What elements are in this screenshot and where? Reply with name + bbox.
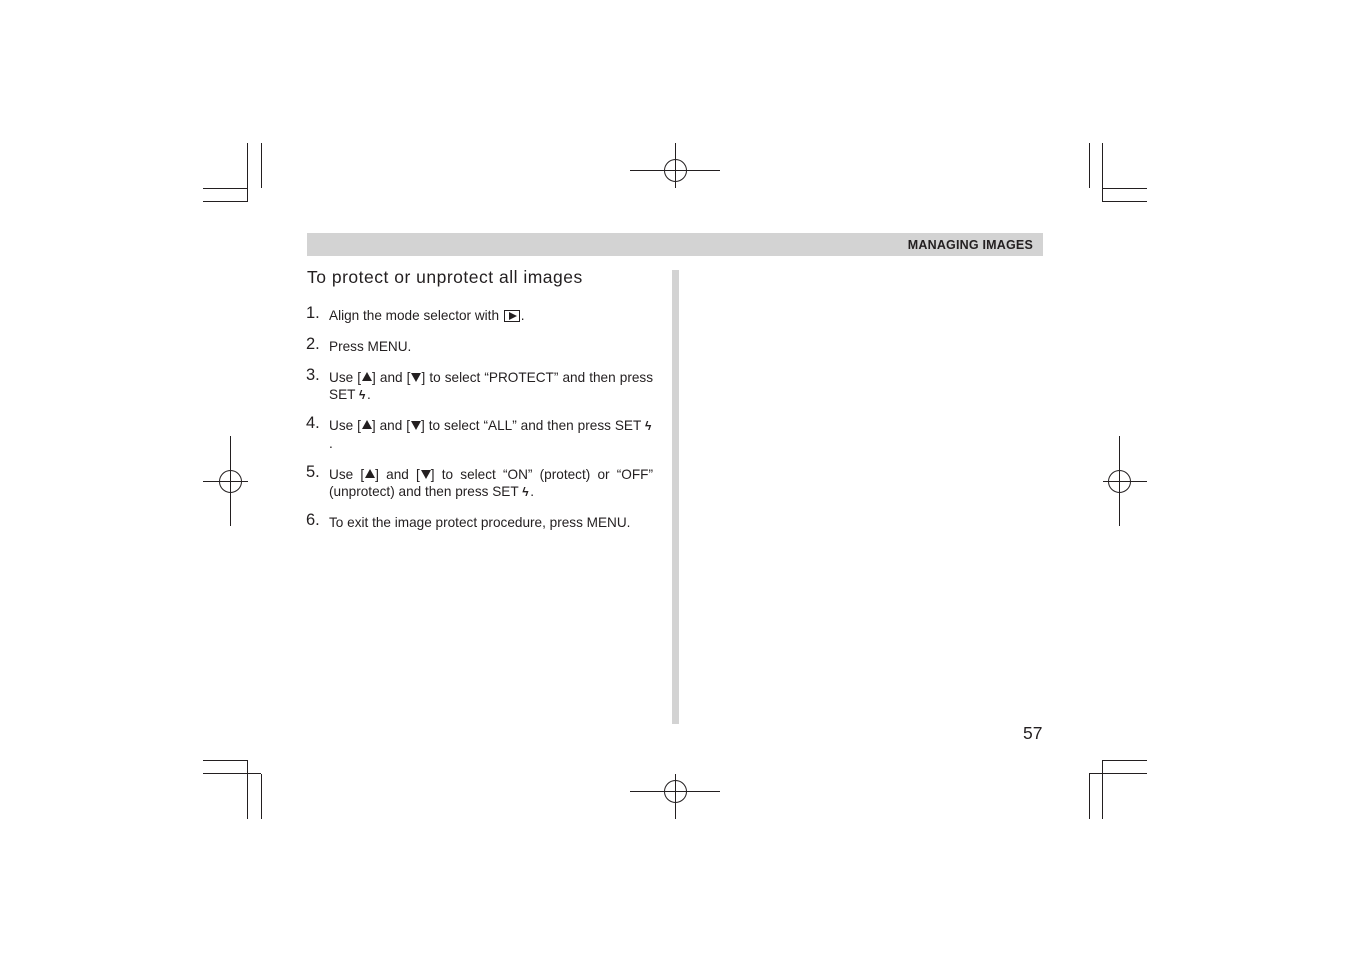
up-arrow-icon: [364, 468, 375, 480]
step-number: 3.: [306, 366, 320, 384]
step-text: Use [ ] and [ ] to select “ALL” and then press SET ϟ.: [329, 418, 652, 451]
step-number: 4.: [306, 414, 320, 432]
page-number: 57: [1023, 723, 1043, 743]
header-title: MANAGING IMAGES: [907, 238, 1033, 252]
up-arrow-icon: [361, 419, 372, 431]
column-divider: [672, 270, 679, 724]
down-arrow-icon: [420, 468, 431, 480]
play-mode-icon: [504, 310, 520, 322]
up-arrow-icon: [361, 371, 372, 383]
step-text: Use [ ] and [ ] to select “PROTECT” and then press SET ϟ .: [329, 370, 654, 402]
step-text: Press MENU.: [329, 339, 412, 354]
step-text: To exit the image protect procedure, press MENU.: [329, 515, 631, 530]
step-text: Use [ ] and [ ] to select “ON” (protect) or “OFF” (unprotect) and then press SET ϟ .: [329, 467, 653, 499]
step-number: 1.: [306, 304, 320, 322]
section-header-bar: [307, 233, 1043, 256]
step-text: Align the mode selector with .: [329, 308, 525, 323]
step-number: 2.: [306, 335, 320, 353]
flash-icon: ϟ: [358, 388, 366, 402]
down-arrow-icon: [410, 419, 421, 431]
down-arrow-icon: [410, 371, 421, 383]
step-number: 5.: [306, 463, 320, 481]
section-title: To protect or unprotect all images: [307, 267, 583, 287]
step-number: 6.: [306, 511, 320, 529]
flash-icon: ϟ: [522, 485, 529, 499]
flash-icon: ϟ: [645, 419, 652, 433]
